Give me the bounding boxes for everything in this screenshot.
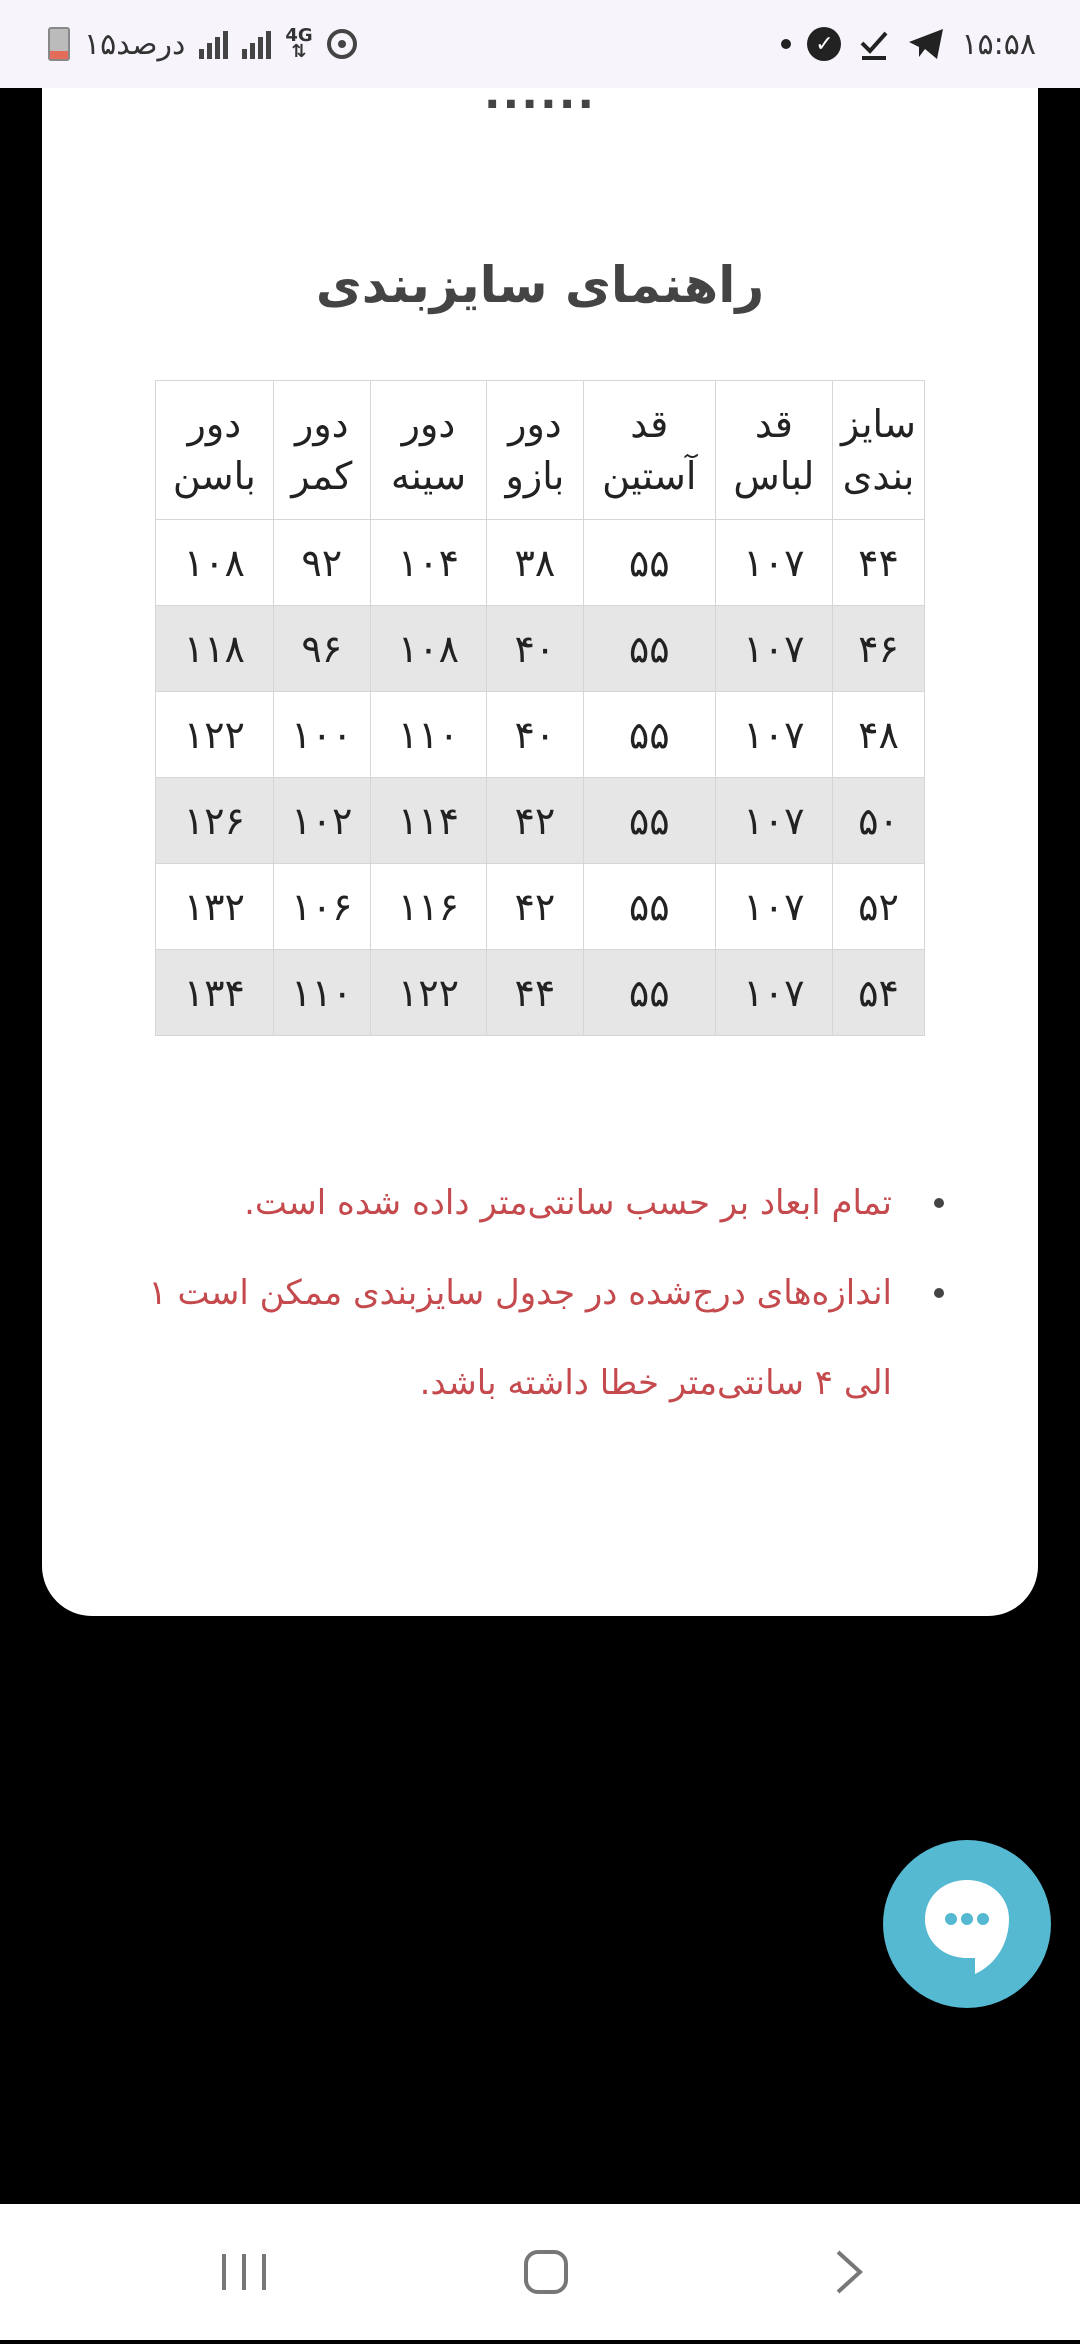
table-cell: ۵۵ xyxy=(583,606,715,692)
clock: ۱۵:۵۸ xyxy=(961,26,1036,62)
table-cell: ۵۵ xyxy=(583,778,715,864)
download-done-icon xyxy=(857,27,891,61)
table-cell: ۱۰۲ xyxy=(273,778,370,864)
size-guide-card xyxy=(42,68,1038,1616)
chat-button[interactable] xyxy=(883,1840,1051,2008)
table-cell: ۵۲ xyxy=(833,864,925,950)
table-cell: ۵۰ xyxy=(833,778,925,864)
table-cell: ۵۴ xyxy=(833,950,925,1036)
bullet-icon xyxy=(934,1198,944,1208)
battery-text: ۱۵درصد xyxy=(84,26,186,62)
table-cell: ۱۰۷ xyxy=(715,520,832,606)
table-cell: ۴۲ xyxy=(487,778,584,864)
recent-apps-icon xyxy=(184,2204,304,2340)
notes-list xyxy=(132,1158,952,1428)
table-cell: ۴۶ xyxy=(833,606,925,692)
table-row xyxy=(156,520,925,606)
shield-check-icon: ✓ xyxy=(807,27,841,61)
header-dress-length: قد لباس xyxy=(715,381,832,520)
table-header-row xyxy=(156,381,925,520)
signal-icon xyxy=(199,29,228,59)
home-icon xyxy=(486,2204,606,2340)
table-cell: ۴۰ xyxy=(487,606,584,692)
telegram-icon xyxy=(907,27,945,61)
table-cell: ۱۱۸ xyxy=(156,606,274,692)
note-text: تمام ابعاد بر حسب سانتی‌متر داده شده است. xyxy=(244,1183,892,1223)
table-cell: ۹۲ xyxy=(273,520,370,606)
header-waist: دور کمر xyxy=(273,381,370,520)
table-row xyxy=(156,778,925,864)
table-cell: ۱۰۷ xyxy=(715,950,832,1036)
table-cell: ۱۳۴ xyxy=(156,950,274,1036)
table-cell: ۱۲۲ xyxy=(370,950,486,1036)
table-cell: ۱۰۷ xyxy=(715,606,832,692)
list-item xyxy=(132,1248,952,1428)
table-cell: ۱۰۷ xyxy=(715,692,832,778)
table-cell: ۴۲ xyxy=(487,864,584,950)
table-cell: ۴۰ xyxy=(487,692,584,778)
hotspot-icon xyxy=(327,29,357,59)
table-cell: ۱۰۷ xyxy=(715,778,832,864)
size-table xyxy=(155,380,925,1036)
chat-bubble-icon xyxy=(913,1870,1021,1978)
table-cell: ۴۸ xyxy=(833,692,925,778)
table-cell: ۱۰۸ xyxy=(370,606,486,692)
table-cell: ۱۰۸ xyxy=(156,520,274,606)
home-button[interactable] xyxy=(486,2204,606,2340)
cut-off-heading: ...... xyxy=(483,68,597,119)
table-cell: ۵۵ xyxy=(583,864,715,950)
table-cell: ۱۰۴ xyxy=(370,520,486,606)
navigation-bar xyxy=(0,2204,1080,2340)
page-title: راهنمای سایزبندی xyxy=(315,256,765,314)
battery-icon xyxy=(48,27,70,61)
table-cell: ۱۱۰ xyxy=(273,950,370,1036)
table-cell: ۳۸ xyxy=(487,520,584,606)
header-sleeve-length: قد آستین xyxy=(583,381,715,520)
table-row xyxy=(156,864,925,950)
list-item xyxy=(132,1158,952,1248)
table-cell: ۱۱۰ xyxy=(370,692,486,778)
header-hip: دور باسن xyxy=(156,381,274,520)
recent-apps-button[interactable] xyxy=(184,2204,304,2340)
table-cell: ۴۴ xyxy=(833,520,925,606)
header-arm: دور بازو xyxy=(487,381,584,520)
table-cell: ۱۱۴ xyxy=(370,778,486,864)
note-text: اندازه‌های درج‌شده در جدول سایزبندی ممکن است ۱ الی ۴ سانتی‌متر خطا داشته باشد. xyxy=(148,1273,892,1403)
header-chest: دور سینه xyxy=(370,381,486,520)
bullet-icon xyxy=(934,1288,944,1298)
table-cell: ۱۰۰ xyxy=(273,692,370,778)
signal-icon-2 xyxy=(242,29,271,59)
back-button[interactable] xyxy=(788,2204,908,2340)
table-row xyxy=(156,692,925,778)
table-cell: ۱۳۲ xyxy=(156,864,274,950)
table-row xyxy=(156,950,925,1036)
table-cell: ۱۲۲ xyxy=(156,692,274,778)
header-size: سایز بندی xyxy=(833,381,925,520)
table-cell: ۹۶ xyxy=(273,606,370,692)
table-cell: ۱۱۶ xyxy=(370,864,486,950)
table-cell: ۵۵ xyxy=(583,692,715,778)
table-cell: ۵۵ xyxy=(583,950,715,1036)
notification-dot-icon xyxy=(781,39,791,49)
table-cell: ۱۲۶ xyxy=(156,778,274,864)
table-cell: ۱۰۷ xyxy=(715,864,832,950)
table-cell: ۱۰۶ xyxy=(273,864,370,950)
table-cell: ۵۵ xyxy=(583,520,715,606)
table-row xyxy=(156,606,925,692)
back-arrow-icon xyxy=(788,2204,908,2340)
network-type: 4G ⇅ xyxy=(285,25,313,62)
table-cell: ۴۴ xyxy=(487,950,584,1036)
